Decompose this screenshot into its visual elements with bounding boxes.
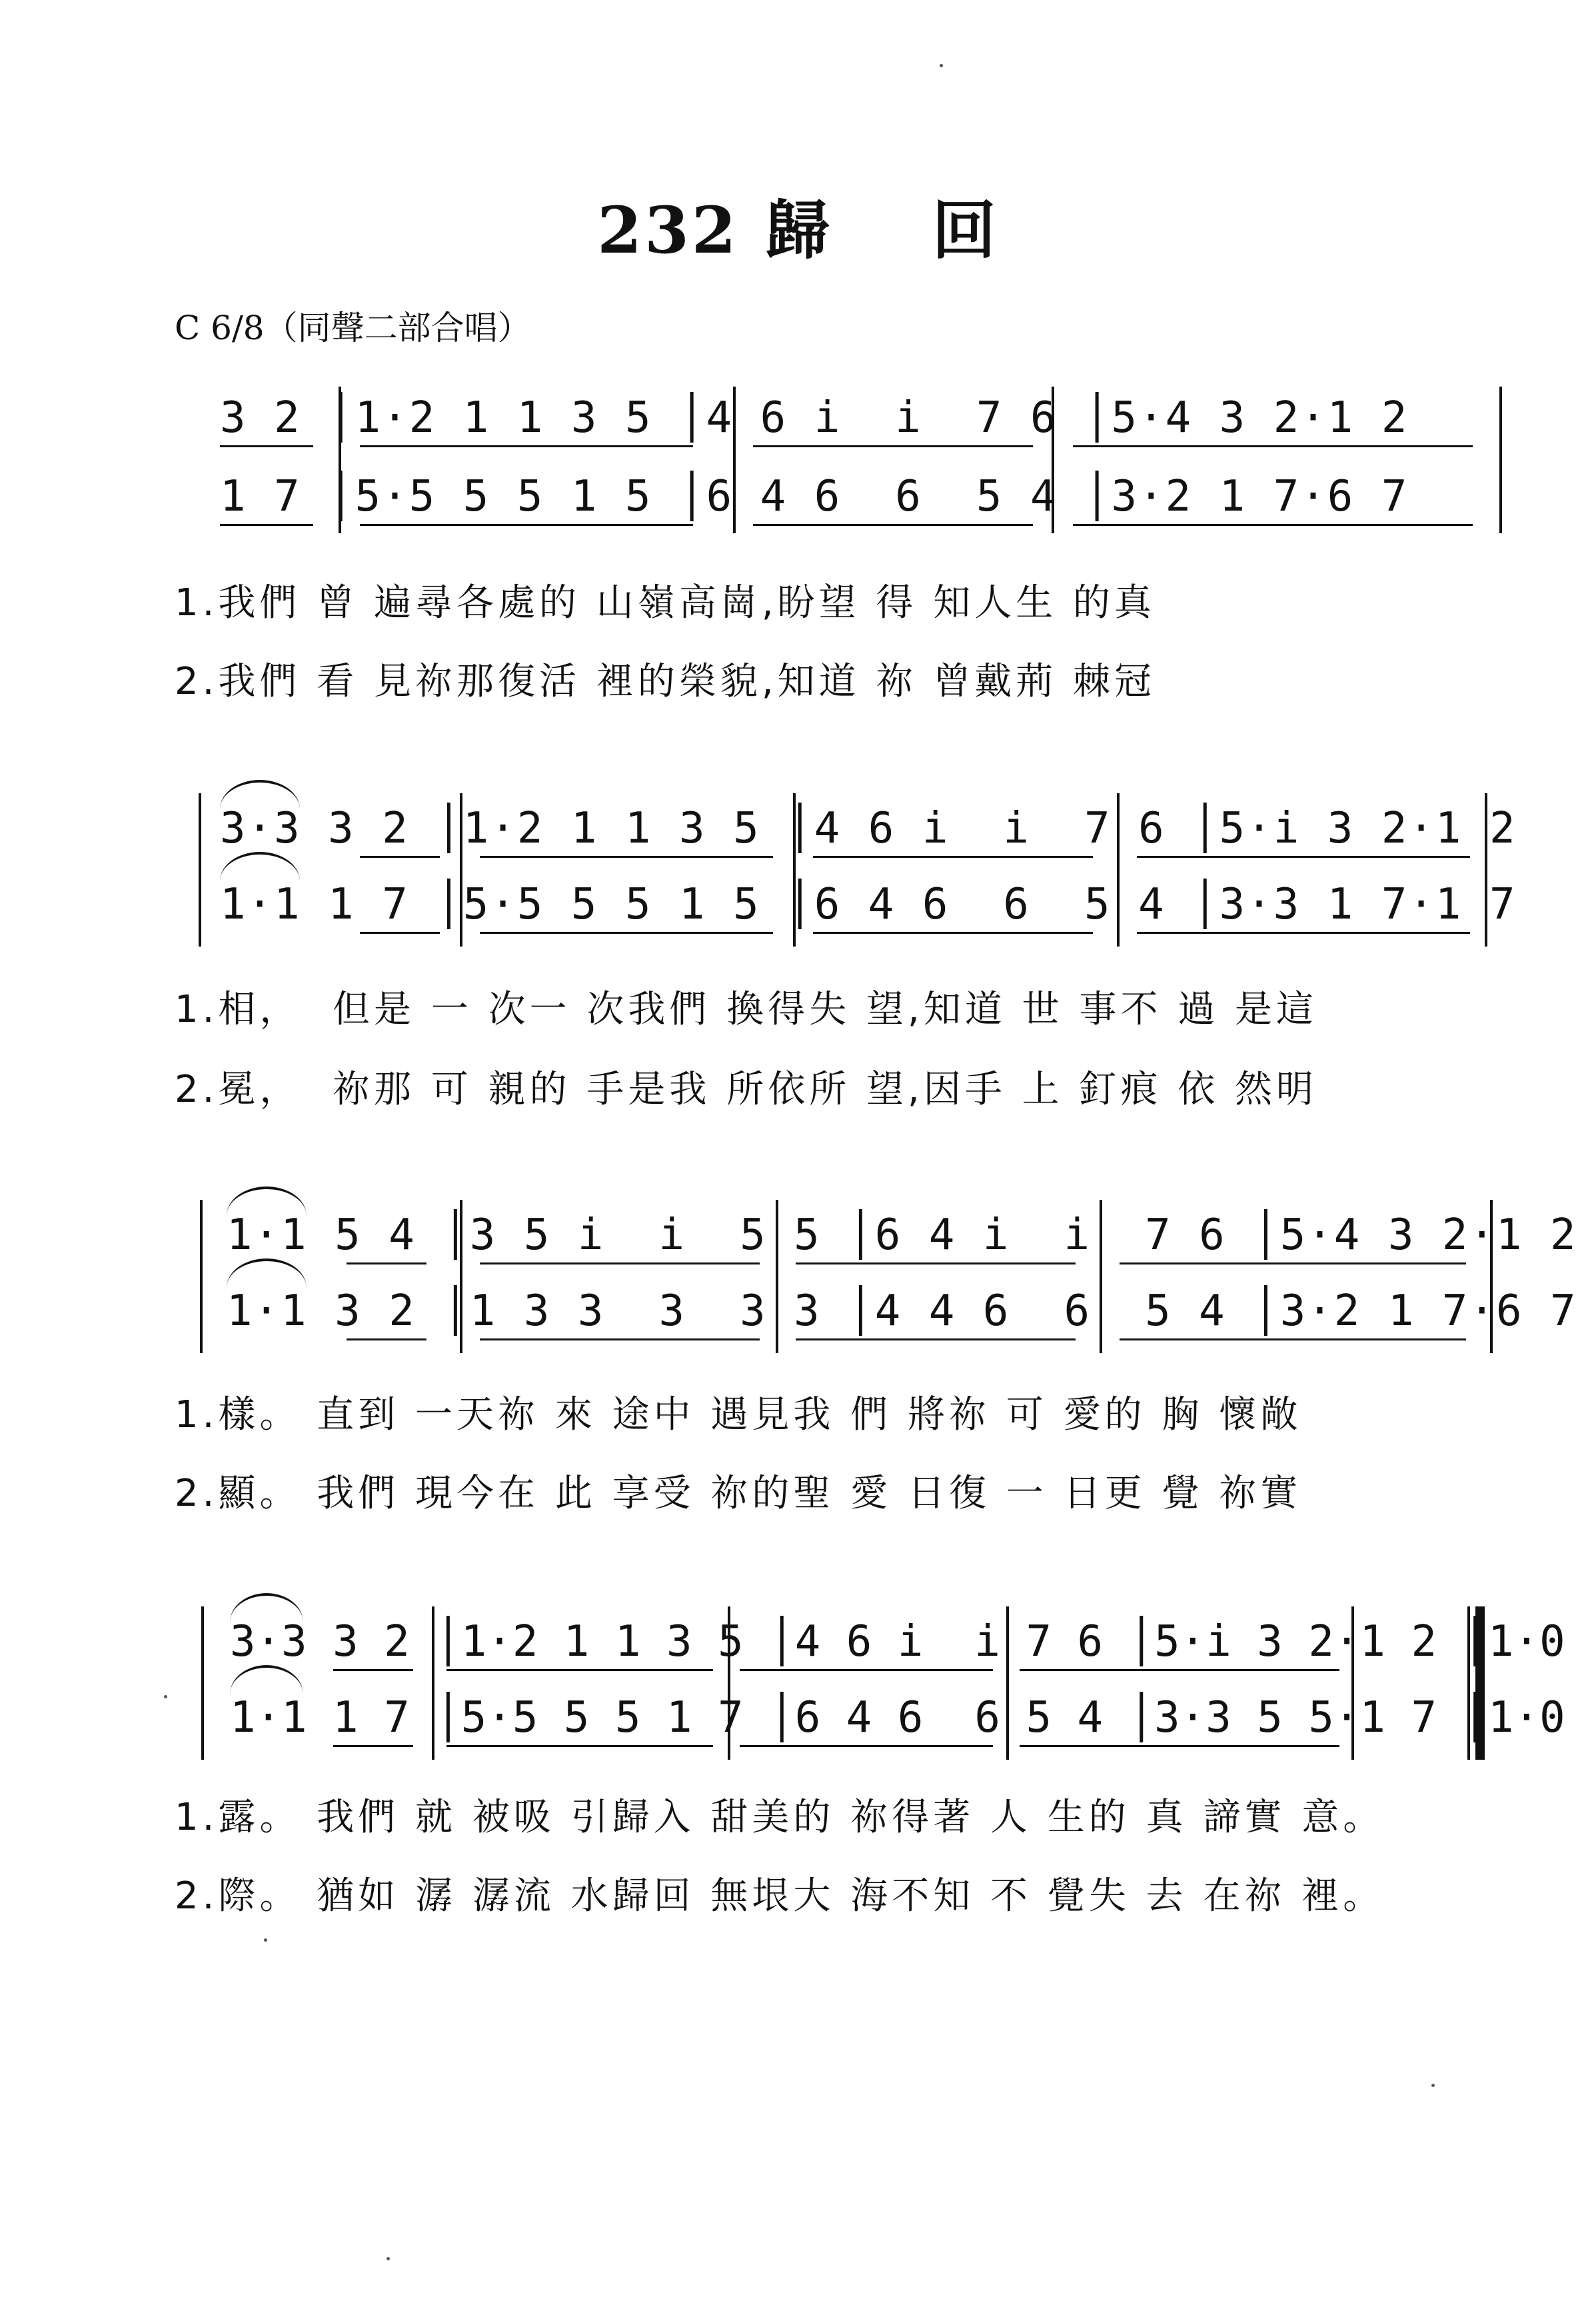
beam — [1073, 445, 1473, 447]
beam — [360, 932, 440, 934]
scan-speck — [1431, 2084, 1435, 2087]
beam — [347, 1338, 426, 1340]
beam — [347, 1262, 426, 1264]
upper-voice: 1·1 5 4 │3 5 i i 5 5 │6 4 i i 7 6 │5·4 3 2·1 2 — [227, 1210, 1577, 1260]
beam — [813, 932, 1093, 934]
lyric-verse-1: 1.樣。 直到 一天祢 來 途中 遇見我 們 將祢 可 愛的 胸 懷敞 — [175, 1393, 1302, 1436]
lyric-verse-1: 1.露。 我們 就 被吸 引歸入 甜美的 祢得著 人 生的 真 諦實 意。 — [175, 1796, 1385, 1839]
beam — [796, 1262, 1076, 1264]
beam — [446, 1669, 713, 1671]
beam — [333, 1745, 413, 1747]
beam — [480, 1338, 760, 1340]
beam — [740, 1669, 993, 1671]
title-char-1: 歸 — [765, 193, 832, 268]
upper-voice: 3·3 3 2 │1·2 1 1 3 5 │4 6 i i 7 6 │5·i 3 2·1 2 │1·0 — [230, 1617, 1565, 1666]
beam — [220, 445, 313, 447]
scan-speck — [940, 64, 943, 67]
beam — [1137, 856, 1470, 858]
lower-voice: 1·1 1 7 │5·5 5 5 1 7 │6 4 6 6 5 4 │3·3 5 5·1 7 │1·0 — [230, 1693, 1565, 1742]
scan-speck — [264, 1938, 267, 1942]
lyric-verse-2: 2.我們 看 見祢那復活 裡的榮貌,知道 祢 曾戴荊 棘冠 — [175, 660, 1156, 703]
lower-voice: 1 7 │5·5 5 5 1 5 │6 4 6 6 5 4 │3·2 1 7·6 7 — [220, 472, 1409, 521]
beam — [1020, 1669, 1339, 1671]
hymn-title — [0, 180, 1596, 271]
tie-arc — [230, 1665, 303, 1694]
beam — [753, 445, 1033, 447]
lyric-verse-1: 1.我們 曾 遍尋各處的 山嶺高崗,盼望 得 知人生 的真 — [175, 581, 1156, 625]
beam — [360, 856, 440, 858]
beam — [333, 1669, 413, 1671]
beam — [360, 445, 693, 447]
scan-speck — [164, 1695, 167, 1698]
title-char-2: 回 — [932, 193, 999, 268]
lyric-verse-2: 2.顯。 我們 現今在 此 享受 祢的聖 愛 日復 一 日更 覺 祢實 — [175, 1472, 1302, 1515]
upper-voice: 3 2 │1·2 1 1 3 5 │4 6 i i 7 6 │5·4 3 2·1 2 — [220, 393, 1409, 443]
barline — [200, 1200, 203, 1353]
beam — [1120, 1338, 1466, 1340]
beam — [220, 524, 313, 526]
upper-voice: 3·3 3 2 │1·2 1 1 3 5 │4 6 i i 7 6 │5·i 3 2·1 2 — [220, 804, 1517, 853]
beam — [480, 1262, 760, 1264]
beam — [446, 1745, 713, 1747]
barline — [1499, 387, 1502, 533]
lower-voice: 1·1 1 7 │5·5 5 5 1 5 │6 4 6 6 5 4 │3·3 1 7·1 7 — [220, 880, 1517, 929]
barline — [199, 793, 201, 947]
lower-voice: 1·1 3 2 │1 3 3 3 3 3 │4 4 6 6 5 4 │3·2 1 7·6 7 — [227, 1286, 1577, 1336]
lyric-verse-2: 2.冕， 祢那 可 親的 手是我 所依所 望,因手 上 釘痕 依 然明 — [175, 1068, 1318, 1111]
barline — [201, 1606, 204, 1760]
key-meter-label: C 6/8（同聲二部合唱） — [175, 309, 531, 347]
beam — [360, 524, 693, 526]
beam — [480, 932, 773, 934]
tie-arc — [220, 852, 300, 881]
beam — [1020, 1745, 1339, 1747]
scan-speck — [387, 2257, 390, 2260]
tie-arc — [227, 1258, 307, 1288]
beam — [1137, 932, 1470, 934]
hymn-number: 232 — [597, 193, 739, 268]
beam — [1073, 524, 1473, 526]
beam — [753, 524, 1033, 526]
beam — [740, 1745, 993, 1747]
beam — [796, 1338, 1076, 1340]
beam — [480, 856, 773, 858]
beam — [813, 856, 1093, 858]
lyric-verse-2: 2.際。 猶如 潺 潺流 水歸回 無垠大 海不知 不 覺失 去 在祢 裡。 — [175, 1874, 1385, 1918]
beam — [1120, 1262, 1466, 1264]
lyric-verse-1: 1.相， 但是 一 次一 次我們 換得失 望,知道 世 事不 過 是這 — [175, 988, 1318, 1031]
